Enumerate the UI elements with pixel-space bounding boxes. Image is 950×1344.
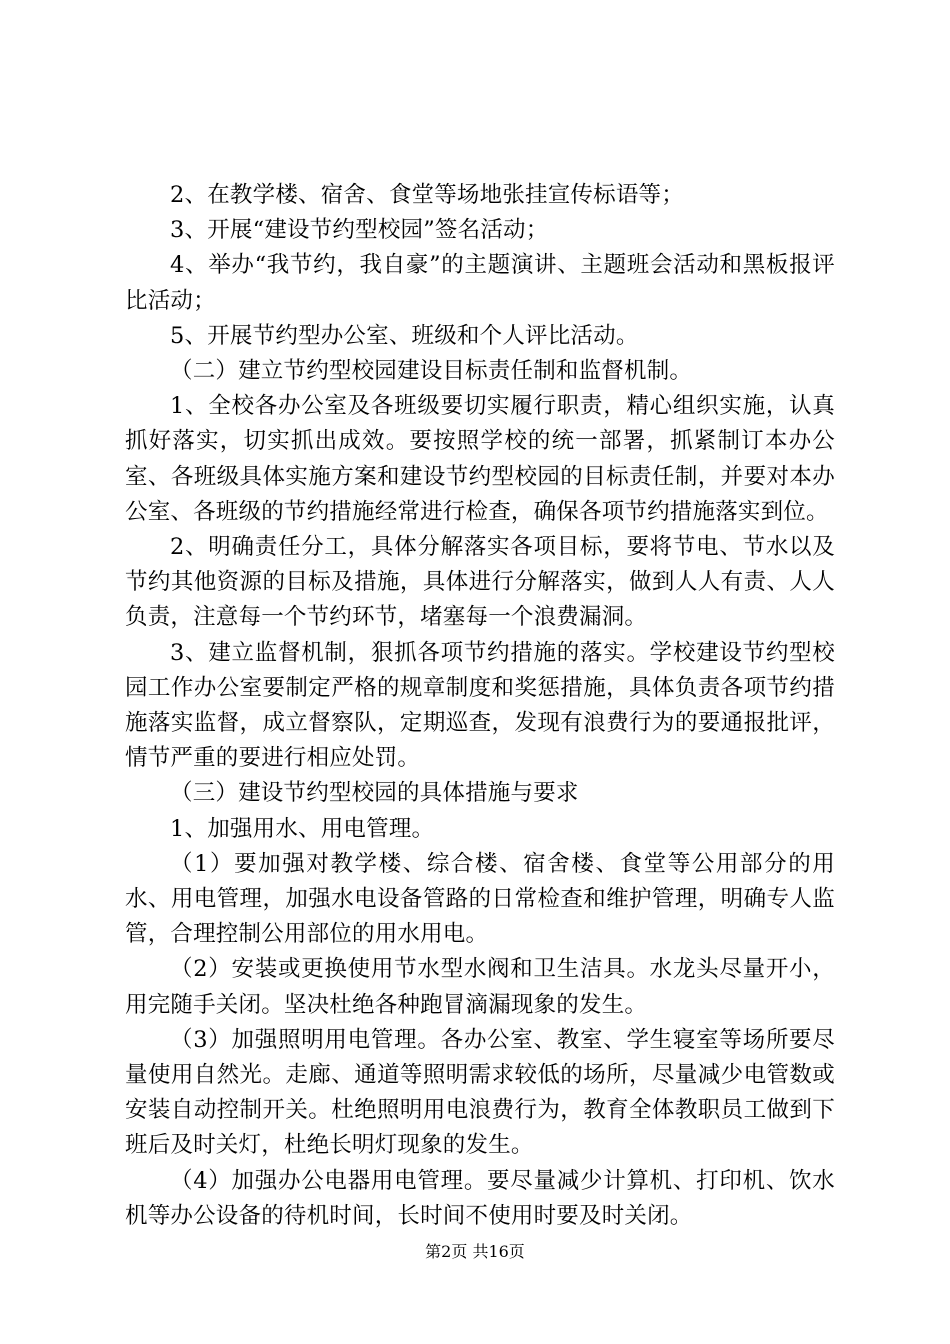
page-number-footer: 第2页 共16页: [425, 1242, 525, 1261]
paragraph-item-4: 4、举办“我节约，我自豪”的主题演讲、主题班会活动和黑板报评比活动；: [125, 252, 835, 314]
paragraph-item-5: 5、开展节约型办公室、班级和个人评比活动。: [170, 322, 639, 349]
paragraph-measure-4: （4）加强办公电器用电管理。要尽量减少计算机、打印机、饮水机等办公设备的待机时间，长时间不使用时要及时关闭。: [125, 1167, 835, 1229]
paragraph-responsibility-1: 1、全校各办公室及各班级要切实履行职责，精心组织实施，认真抓好落实，切实抓出成效。要按照学校的统一部署，抓紧制订本办公室、各班级具体实施方案和建设节约型校园的目标责任制，并要对本办公室、各班级的节约措施经常进行检查，确保各项节约措施落实到位。: [125, 393, 835, 525]
paragraph-measure-3: （3）加强照明用电管理。各办公室、教室、学生寝室等场所要尽量使用自然光。走廊、通道等照明需求较低的场所，尽量减少电管数或安装自动控制开关。杜绝照明用电浪费行为，教育全体教职员工做到下班后及时关灯，杜绝长明灯现象的发生。: [125, 1026, 835, 1159]
paragraph-measure-2: （2）安装或更换使用节水型水阀和卫生洁具。水龙头尽量开小，用完随手关闭。坚决杜绝各种跑冒滴漏现象的发生。: [125, 956, 835, 1018]
subheading-water-electricity: 1、加强用水、用电管理。: [170, 815, 435, 842]
paragraph-item-3: 3、开展“建设节约型校园”签名活动；: [170, 217, 549, 244]
paragraph-responsibility-3: 3、建立监督机制，狠抓各项节约措施的落实。学校建设节约型校园工作办公室要制定严格的规章制度和奖惩措施，具体负责各项节约措施落实监督，成立督察队，定期巡查，发现有浪费行为的要通报批评，情节严重的要进行相应处罚。: [125, 639, 835, 772]
paragraph-measure-1: （1）要加强对教学楼、综合楼、宿舍楼、食堂等公用部分的用水、用电管理，加强水电设备管路的日常检查和维护管理，明确专人监管，合理控制公用部位的用水用电。: [125, 850, 835, 948]
section-heading-2: （二）建立节约型校园建设目标责任制和监督机制。: [170, 358, 693, 385]
paragraph-responsibility-2: 2、明确责任分工，具体分解落实各项目标，要将节电、节水以及节约其他资源的目标及措施，具体进行分解落实，做到人人有责、人人负责，注意每一个节约环节，堵塞每一个浪费漏洞。: [125, 534, 835, 631]
paragraph-item-2: 2、在教学楼、宿舍、食堂等场地张挂宣传标语等；: [170, 182, 684, 208]
document-body: [125, 178, 835, 1234]
section-heading-3: （三）建设节约型校园的具体措施与要求: [170, 780, 579, 807]
